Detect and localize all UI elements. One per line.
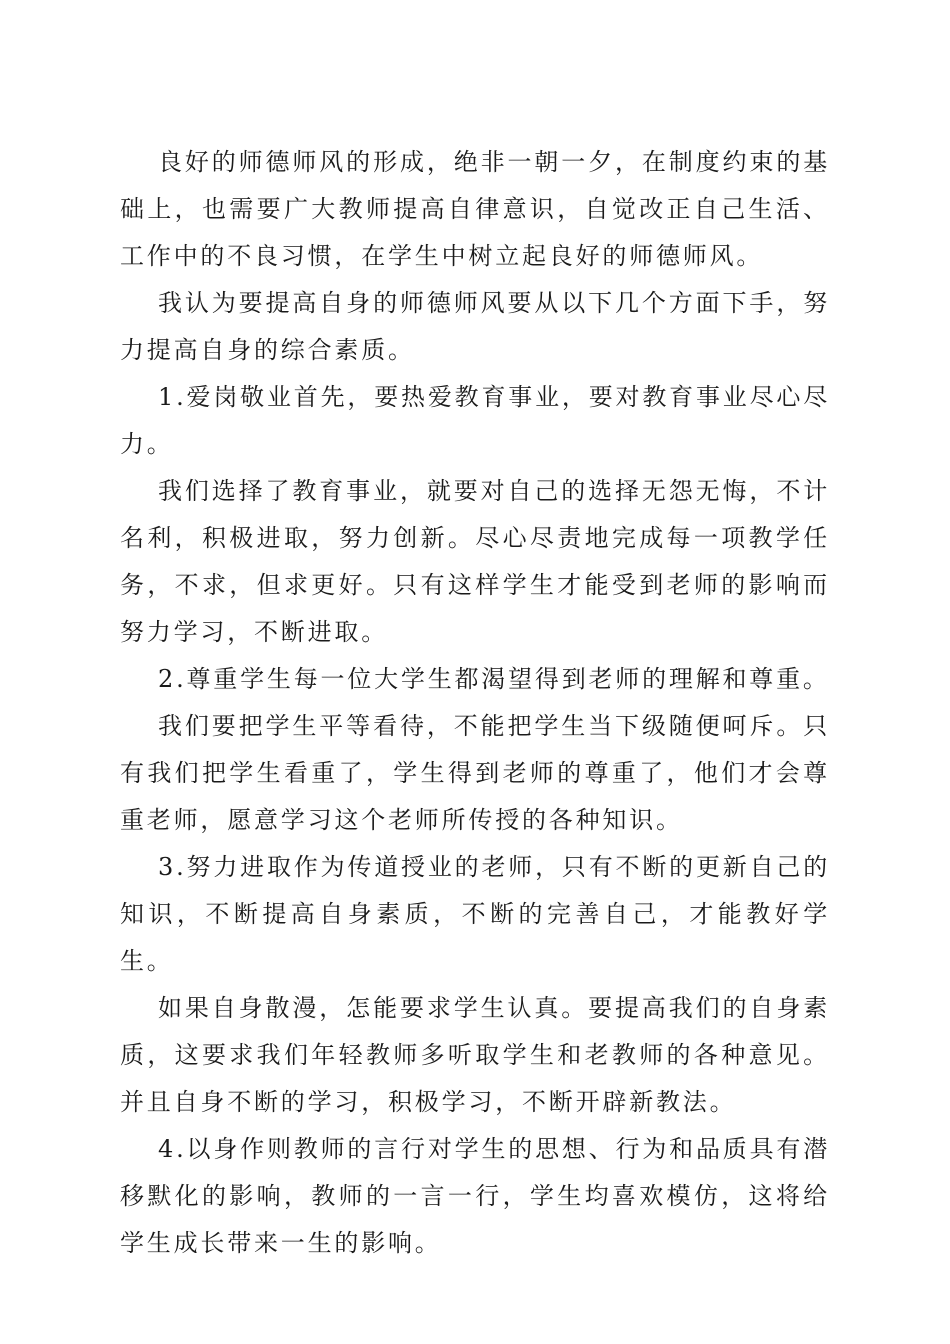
paragraph-9: 4.以身作则教师的言行对学生的思想、行为和品质具有潜移默化的影响，教师的一言一行，学生均喜欢模仿，这将给学生成长带来一生的影响。	[120, 1135, 830, 1257]
paragraph-1: 良好的师德师风的形成，绝非一朝一夕，在制度约束的基础上，也需要广大教师提高自律意识，自觉改正自己生活、工作中的不良习惯，在学生中树立起良好的师德师风。	[120, 148, 830, 270]
paragraph-4: 我们选择了教育事业，就要对自己的选择无怨无悔，不计名利，积极进取，努力创新。尽心尽责地完成每一项教学任务，不求，但求更好。只有这样学生才能受到老师的影响而努力学习，不断进取。	[120, 477, 830, 646]
paragraph-7: 3.努力进取作为传道授业的老师，只有不断的更新自己的知识，不断提高自身素质，不断的完善自己，才能教好学生。	[120, 853, 830, 975]
paragraph-5: 2.尊重学生每一位大学生都渴望得到老师的理解和尊重。	[158, 665, 830, 693]
paragraph-3: 1.爱岗敬业首先，要热爱教育事业，要对教育事业尽心尽力。	[120, 383, 830, 458]
document-body	[120, 139, 830, 1267]
paragraph-6: 我们要把学生平等看待，不能把学生当下级随便呵斥。只有我们把学生看重了，学生得到老师的尊重了，他们才会尊重老师，愿意学习这个老师所传授的各种知识。	[120, 712, 830, 834]
paragraph-8: 如果自身散漫，怎能要求学生认真。要提高我们的自身素质，这要求我们年轻教师多听取学生和老教师的各种意见。并且自身不断的学习，积极学习，不断开辟新教法。	[120, 994, 830, 1116]
paragraph-2: 我认为要提高自身的师德师风要从以下几个方面下手，努力提高自身的综合素质。	[120, 289, 830, 364]
